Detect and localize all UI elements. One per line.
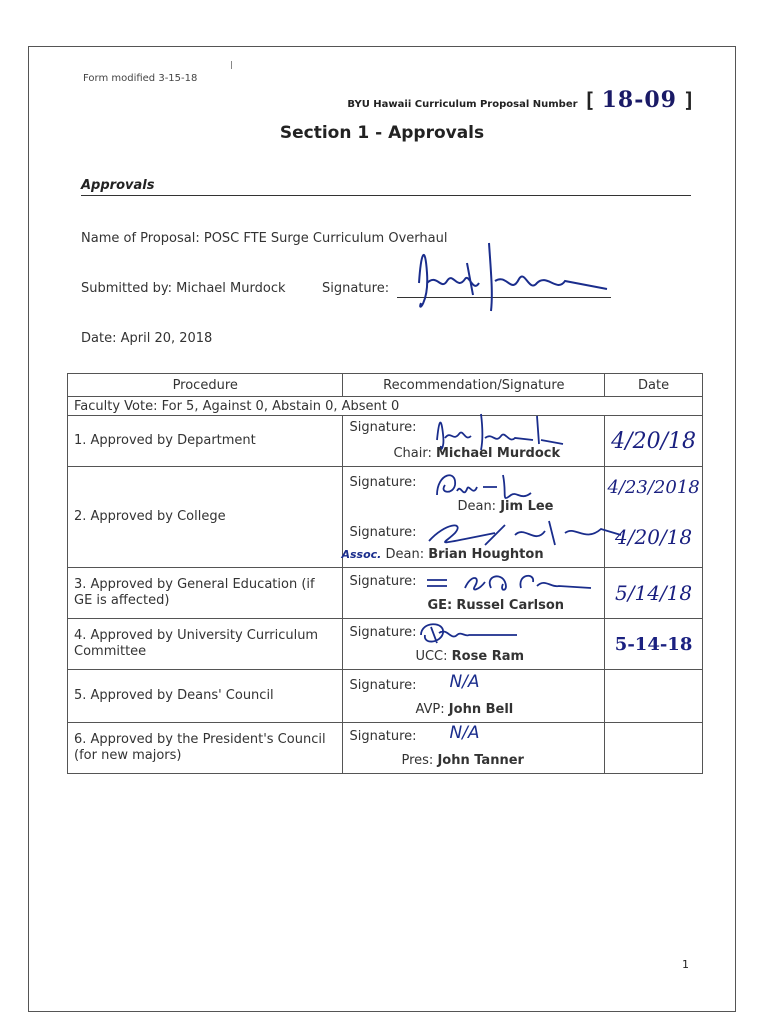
document-page (28, 46, 736, 1012)
approver-name: Jim Lee (500, 499, 554, 514)
approver-name: Michael Murdock (436, 446, 561, 461)
date-cell (605, 467, 703, 568)
role-label: Chair: (393, 446, 432, 461)
signature-label: Signature: (349, 678, 417, 693)
approver-name: John Tanner (437, 753, 524, 768)
heading-divider (81, 195, 691, 196)
page-number: 1 (682, 958, 689, 971)
signature-cell (343, 568, 605, 619)
ucc-signature-image (417, 619, 527, 649)
date-cell (605, 619, 703, 670)
handwritten-assoc-prefix: Assoc. (341, 548, 382, 561)
approver-name: Brian Houghton (428, 547, 544, 562)
signature-label: Signature: (349, 625, 417, 640)
signature-label: Signature: (349, 729, 417, 744)
date-field (81, 331, 212, 346)
handwritten-date: 5-14-18 (614, 633, 693, 655)
role-label: GE: (427, 598, 453, 613)
role-label: AVP: (415, 702, 445, 717)
table-row (68, 416, 703, 467)
chair-line (393, 446, 560, 461)
handwritten-na: N/A (449, 723, 480, 743)
stray-mark (231, 61, 232, 69)
table-row (68, 467, 703, 568)
signature-cell (343, 416, 605, 467)
assoc-dean-line (341, 547, 543, 562)
procedure-cell: 3. Approved by General Education (if GE is affected) (68, 568, 343, 619)
submitted-by-label: Submitted by: (81, 281, 172, 296)
signature-label-2: Signature: (349, 525, 417, 540)
signature-label: Signature: (349, 475, 417, 490)
procedure-cell: 5. Approved by Deans' Council (68, 670, 343, 723)
signature-cell (343, 670, 605, 723)
date-cell (605, 670, 703, 723)
ge-signature-image (425, 568, 595, 598)
signature-label: Signature: (349, 420, 417, 435)
proposal-name-label: Name of Proposal: (81, 231, 200, 246)
table-row (68, 619, 703, 670)
procedure-cell: 6. Approved by the President's Council (for new majors) (68, 723, 343, 774)
signature-label: Signature: (349, 574, 417, 589)
handwritten-date: 4/23/2018 (607, 477, 700, 498)
handwritten-na: N/A (449, 672, 480, 692)
header-date: Date (605, 374, 703, 397)
table-row (68, 568, 703, 619)
procedure-cell: 1. Approved by Department (68, 416, 343, 467)
avp-line (415, 702, 513, 717)
signature-cell (343, 467, 605, 568)
ge-line (427, 598, 564, 613)
procedure-cell: 4. Approved by University Curriculum Committee (68, 619, 343, 670)
submitter-signature-image (407, 233, 607, 323)
role-label: Pres: (401, 753, 434, 768)
section-title: Section 1 - Approvals (279, 123, 485, 143)
role-label: Dean: (457, 499, 497, 514)
header-recommendation: Recommendation/Signature (343, 374, 605, 397)
bracket-close: ] (682, 88, 695, 112)
submitter-signature-label: Signature: (322, 281, 390, 296)
ucc-line (415, 649, 524, 664)
role-label: Dean: (385, 547, 425, 562)
date-cell (605, 723, 703, 774)
handwritten-date: 4/20/18 (611, 428, 696, 454)
date-cell (605, 568, 703, 619)
faculty-vote: Faculty Vote: For 5, Against 0, Abstain 0, Absent 0 (68, 397, 703, 416)
proposal-number: 18-09 (601, 87, 677, 113)
approvals-table (67, 373, 703, 774)
date-value: April 20, 2018 (120, 331, 213, 346)
submitted-by-value: Michael Murdock (176, 281, 286, 296)
approvals-heading: Approvals (81, 178, 155, 193)
approver-name: Russel Carlson (456, 598, 565, 613)
form-modified-note: Form modified 3-15-18 (83, 73, 198, 84)
handwritten-date-2: 4/20/18 (615, 525, 693, 549)
header-procedure: Procedure (68, 374, 343, 397)
procedure-cell: 2. Approved by College (68, 467, 343, 568)
signature-cell (343, 619, 605, 670)
pres-line (401, 753, 523, 768)
date-label: Date: (81, 331, 117, 346)
proposal-name-value: POSC FTE Surge Curriculum Overhaul (203, 231, 448, 246)
faculty-vote-row (68, 397, 703, 416)
submitted-by-field (81, 281, 286, 296)
approver-name: John Bell (448, 702, 514, 717)
date-cell (605, 416, 703, 467)
dean-line (457, 499, 553, 514)
proposal-number-label: BYU Hawaii Curriculum Proposal Number (347, 99, 578, 110)
proposal-number-line (347, 87, 695, 113)
role-label: UCC: (415, 649, 448, 664)
proposal-name-field (81, 231, 447, 246)
bracket-open: [ (583, 88, 596, 112)
table-row (68, 723, 703, 774)
handwritten-date: 5/14/18 (615, 581, 693, 605)
table-row (68, 670, 703, 723)
approver-name: Rose Ram (451, 649, 525, 664)
signature-cell (343, 723, 605, 774)
table-header-row (68, 374, 703, 397)
